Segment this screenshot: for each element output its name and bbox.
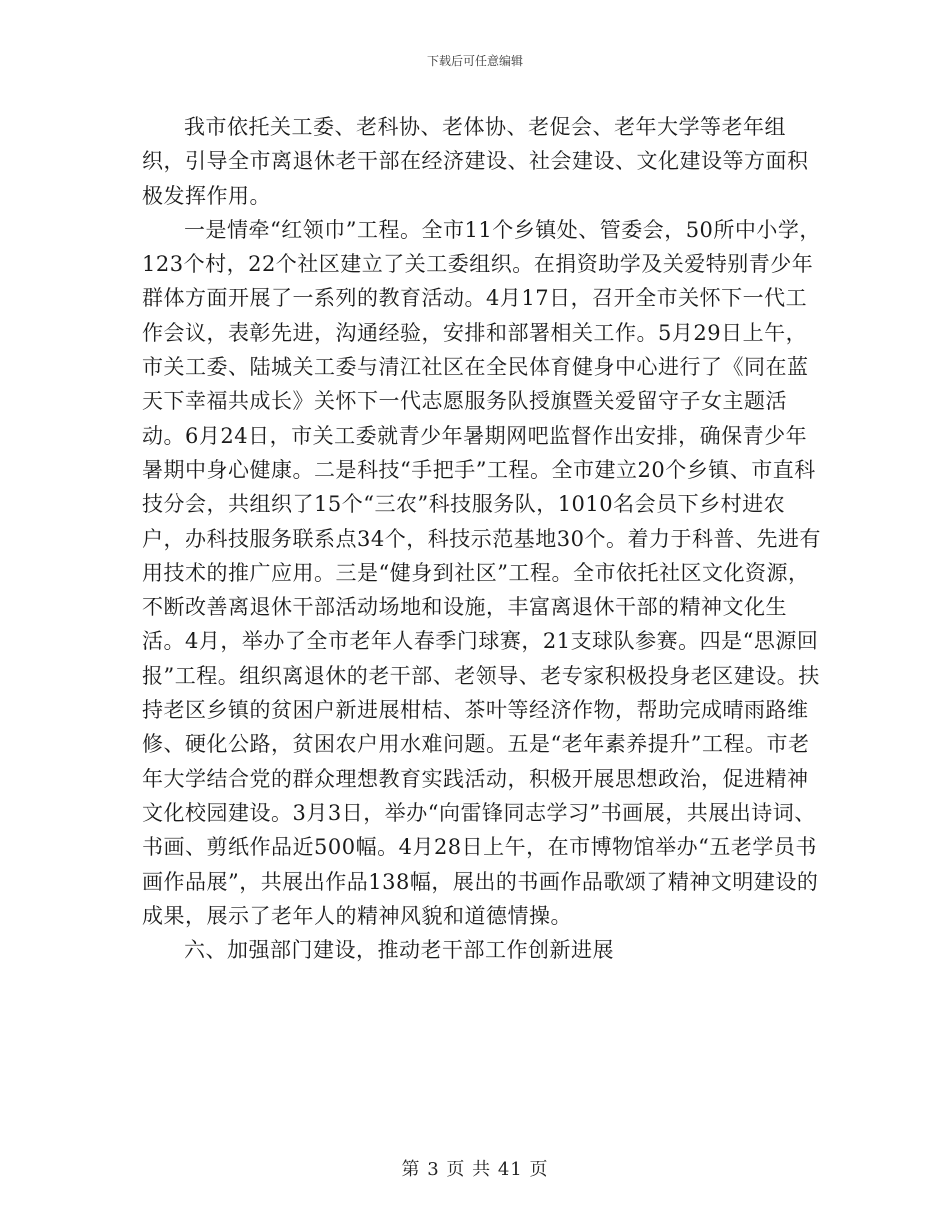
section-heading-six: 六、加强部门建设，推动老干部工作创新进展 bbox=[184, 938, 614, 963]
paragraph-intro: 我市依托关工委、老科协、老体协、老促会、老年大学等老年组织，引导全市离退休老干部在经济建设、社会建设、文化建设等方面积极发挥作用。 bbox=[142, 115, 809, 208]
page-header-note: 下载后可任意编辑 bbox=[426, 54, 523, 68]
paragraph-projects: 一是情牵“红领巾”工程。全市11个乡镇处、管委会，50所中小学，123个村，22个社区建立了关工委组织。在捐资助学及关爱特别青少年群体方面开展了一系列的教育活动。4月17日，召开全市关怀下一代工作会议，表彰先进，沟通经验，安排和部署相关工作。5月29日上午，市关工委、陆城关工委与清江社区在全民体育健身中心进行了《同在蓝天下幸福共成长》关怀下一代志愿服务队授旗暨关爱留守子女主题活动。6月24日，市关工委就青少年暑期网吧监督作出安排，确保青少年暑期中身心健康。二是科技“手把手”工程。全市建立20个乡镇、市直科技分会，共组织了15个“三农”科技服务队，1010名会员下乡村进农户，办科技服务联系点34个，科技示范基地30个。着力于科普、先进有用技术的推广应用。三是“健身到社区”工程。全市依托社区文化资源，不断改善离退休干部活动场地和设施，丰富离退休干部的精神文化生活。4月，举办了全市老年人春季门球赛，21支球队参赛。四是“思源回报”工程。组织离退休的老干部、老领导、老专家积极投身老区建设。扶持老区乡镇的贫困户新进展柑桔、茶叶等经济作物，帮助完成晴雨路维修、硬化公路，贫困农户用水难问题。五是“老年素养提升”工程。市老年大学结合党的群众理想教育实践活动，积极开展思想政治，促进精神文化校园建设。3月3日，举办“向雷锋同志学习”书画展，共展出诗词、书画、剪纸作品近500幅。4月28日上午，在市博物馆举办“五老学员书画作品展”，共展出作品138幅，展出的书画作品歌颂了精神文明建设的成果，展示了老年人的精神风貌和道德情操。 bbox=[142, 217, 821, 928]
document-body bbox=[142, 110, 822, 967]
page-number: 第 3 页 共 41 页 bbox=[401, 1159, 549, 1180]
